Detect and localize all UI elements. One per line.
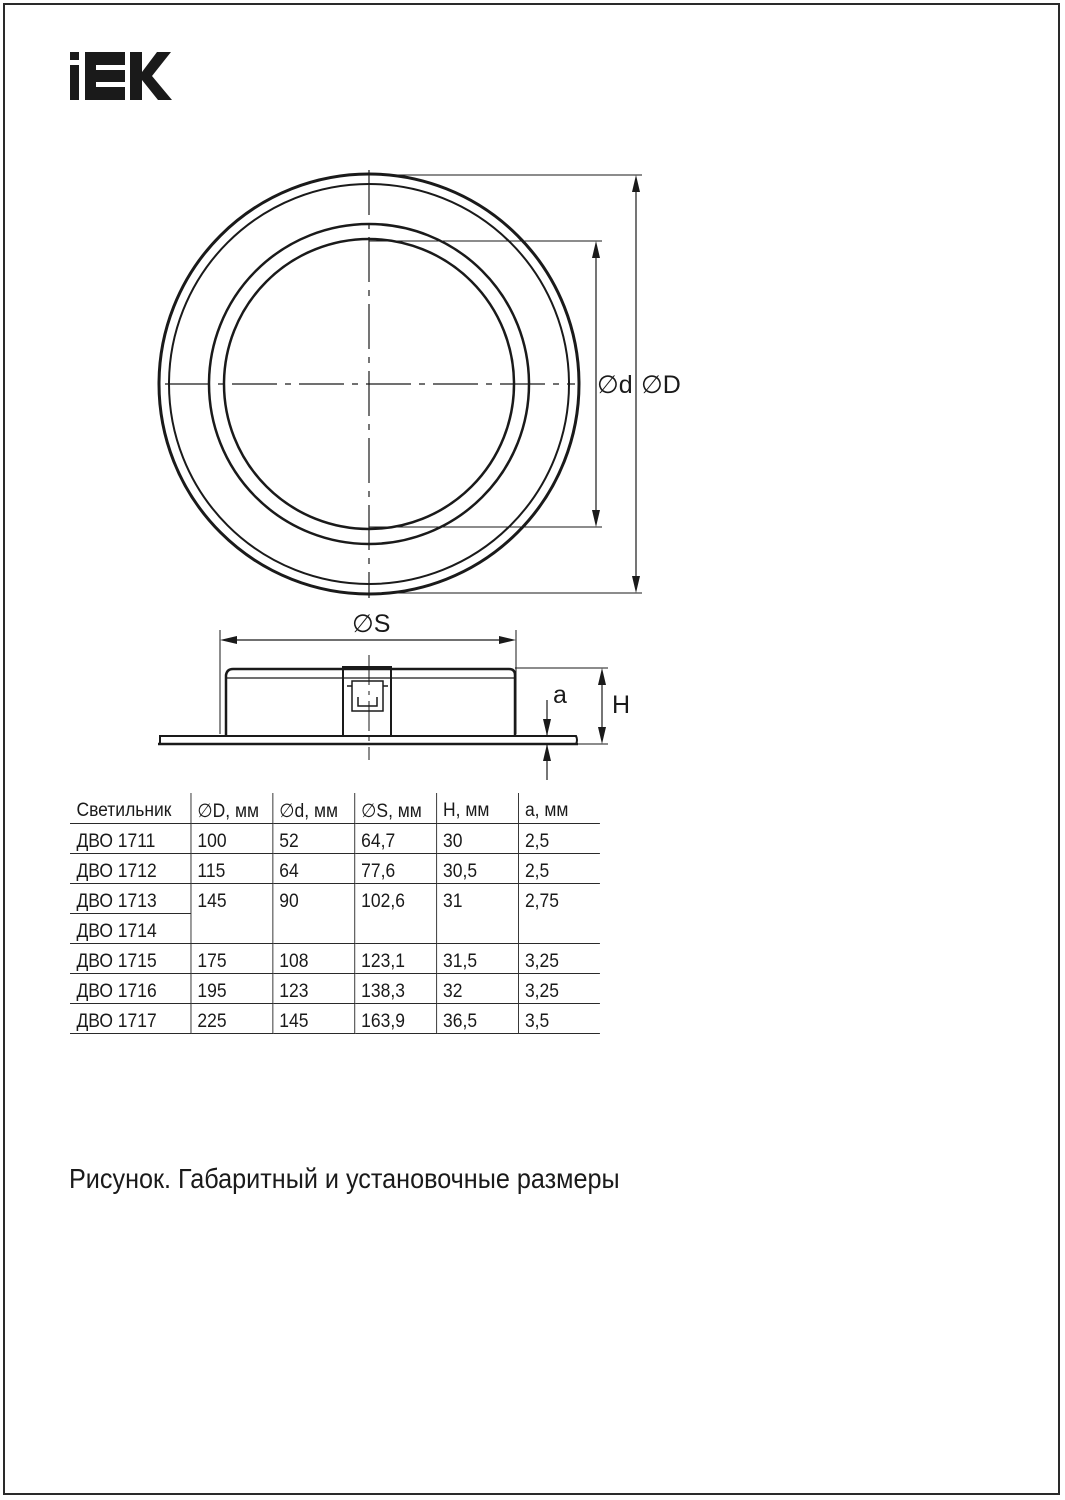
cell-model: ДВО 1713 [70, 884, 191, 914]
dimensions-table [70, 793, 600, 1034]
cell-H: 30 [436, 824, 518, 854]
cell-D: 115 [191, 854, 273, 884]
cell-model: ДВО 1716 [70, 974, 191, 1004]
cell-H: 31 [436, 884, 518, 944]
cell-model: ДВО 1714 [70, 914, 191, 944]
cell-d: 123 [272, 974, 354, 1004]
cell-S: 123,1 [354, 944, 436, 974]
cell-d: 64 [272, 854, 354, 884]
cell-a: 3,25 [518, 944, 600, 974]
header-D: ∅D, мм [191, 793, 273, 824]
cell-D: 195 [191, 974, 273, 1004]
label-d: ∅d [597, 371, 633, 399]
cell-S: 138,3 [354, 974, 436, 1004]
cell-model: ДВО 1717 [70, 1004, 191, 1034]
cell-d: 90 [272, 884, 354, 944]
header-S: ∅S, мм [354, 793, 436, 824]
cell-a: 2,75 [518, 884, 600, 944]
label-D: ∅D [641, 371, 681, 399]
header-a: a, мм [518, 793, 600, 824]
cell-d: 145 [272, 1004, 354, 1034]
cell-S: 102,6 [354, 884, 436, 944]
cell-a: 3,25 [518, 974, 600, 1004]
header-d: ∅d, мм [272, 793, 354, 824]
table-row [70, 1004, 600, 1034]
table-row [70, 824, 600, 854]
cell-d: 108 [272, 944, 354, 974]
header-luminaire: Светильник [70, 793, 191, 824]
table-row [70, 854, 600, 884]
cell-D: 225 [191, 1004, 273, 1034]
cell-d: 52 [272, 824, 354, 854]
cell-D: 175 [191, 944, 273, 974]
table-row [70, 974, 600, 1004]
header-H: H, мм [436, 793, 518, 824]
table-header-row [70, 793, 600, 824]
cell-a: 2,5 [518, 824, 600, 854]
label-S: ∅S [352, 610, 391, 638]
cell-model: ДВО 1712 [70, 854, 191, 884]
cell-S: 77,6 [354, 854, 436, 884]
cell-S: 163,9 [354, 1004, 436, 1034]
label-a: a [553, 681, 567, 709]
cell-model: ДВО 1711 [70, 824, 191, 854]
table-row [70, 884, 600, 914]
table-row [70, 944, 600, 974]
cell-a: 2,5 [518, 854, 600, 884]
cell-D: 100 [191, 824, 273, 854]
cell-D: 145 [191, 884, 273, 944]
cell-model: ДВО 1715 [70, 944, 191, 974]
cell-H: 30,5 [436, 854, 518, 884]
cell-H: 32 [436, 974, 518, 1004]
cell-a: 3,5 [518, 1004, 600, 1034]
cell-S: 64,7 [354, 824, 436, 854]
cell-H: 36,5 [436, 1004, 518, 1034]
label-H: H [612, 691, 631, 719]
cell-H: 31,5 [436, 944, 518, 974]
figure-caption: Рисунок. Габаритный и установочные размеры [69, 1163, 620, 1194]
